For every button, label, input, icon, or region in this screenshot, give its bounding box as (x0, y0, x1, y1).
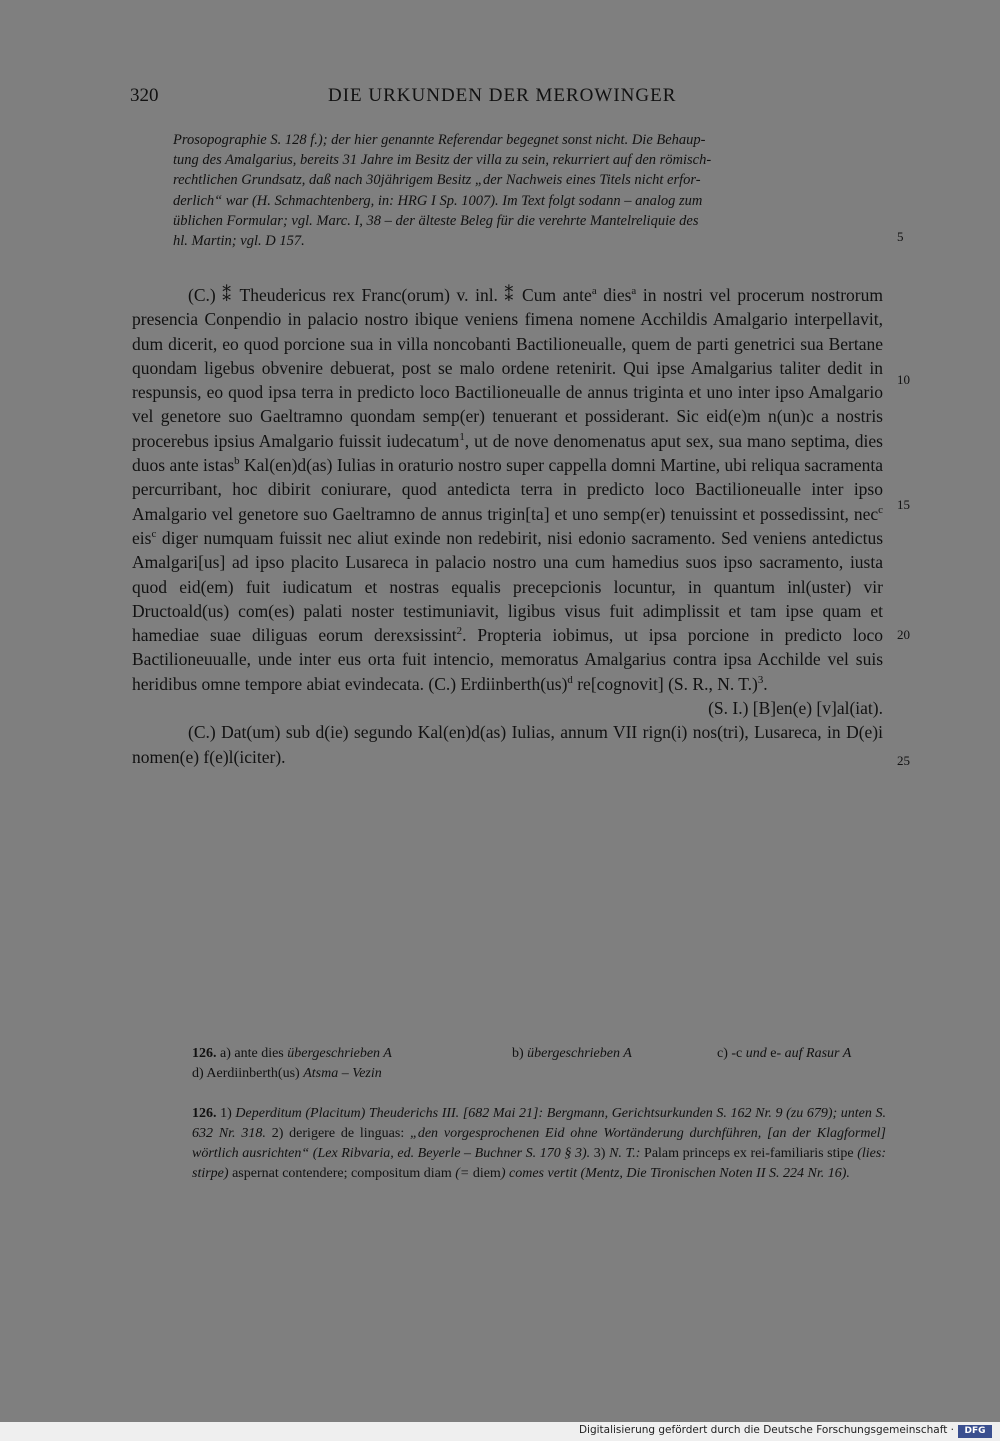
footnote-doc-number: 126. (192, 1106, 217, 1121)
running-title: DIE URKUNDEN DER MEROWINGER (328, 85, 677, 106)
charter-text (132, 283, 883, 769)
apparatus-doc-number: 126. (192, 1046, 217, 1061)
intro-line: tung des Amalgarius, bereits 31 Jahre im Besitz der villa zu sein, rekurriert auf den römisch- (173, 152, 712, 169)
commentary-intro (173, 130, 883, 251)
charter-body: (C.) ⁑ Theudericus rex Franc(orum) v. inl. ⁑ Cum ante$^a$ dies$^a$ in nostri vel procerum nostrorum presencia Conpendio in palacio nostro ibique veniens fimena nomene Acchildis Amalgario interpellavit, dum dicerit, eo quod porcione sua in villa noncobanti Bactilioneualle, quem de parti genetrici sua Bertane quondam ligebus obvenire debuerat, post se malo ordene retenirit. Qui ipse Amalgarius taliter dedit in respunsis, eo quod ipsa terra in predicto loco Bactilioneualle de annus triginta et uno inter ipso Amalgario vel genetore suo Gaeltramno quondam semp(er) tenuerant et possiderant. Sic eid(e)m n(un)c a nostris procerebus ipsius Amalgario fuissit iudecatum$^1$, ut de nove denomenatus aput sex, sua mano septima, dies duos ante istas$^b$ Kal(en)d(as) Iulias in oraturio nostro super cappella domni Martine, ubi reliqua sacramenta percurribant, hoc dibirit coniurare, quod antedicta terra in predicto loco Bactilioneualle inter ipso Amalgario vel genetore suo Gaeltramno de annus trigin[ta] et uno semp(er) tenuissint et possedissint, nec$^c$ eis$^c$ diger numquam fuissit nec aliut exinde non redebirit, nisi edonio sacramento. Sed veniens antedictus Amalgari[us] ad ipso placito Lusareca in palacio nostro una cum hamedius suos ipso sacramento, iusta quod eid(em) fuit iudicatum et nostras equalis precepcionis locuntur, in quantum inl(uster) vir Dructoald(us) com(es) palati noster testimuniavit, ligibus visus fuit adimplissit et tam ipse quam et hamediae suae diliguas eorum derexsissint$^2$. Propteria iobimus, ut ipsa porcione in predicto loco Bactilioneuualle, unde inter eus orta fuit intencio, memoratus Amalgarius contra ipsa Acchilde vel suis heridibus omne tempore abiat evindecata. (C.) Erdiinberth(us)$^d$ re[cognovit] (S. R., N. T.)$^3$. (132, 285, 883, 694)
intro-line: rechtlichen Grundsatz, daß nach 30jährigem Besitz „der Nachweis eines Titels nicht erfor- (173, 172, 701, 189)
seal-note: (S. I.) [B]en(e) [v]al(iat). (708, 698, 883, 719)
funding-note: Digitalisierung gefördert durch die Deutsche Forschungsgemeinschaft · (578, 1424, 954, 1436)
digitization-footer (0, 1422, 1000, 1441)
intro-line: üblichen Formular; vgl. Marc. I, 38 – der älteste Beleg für die verehrte Mantelreliquie des (173, 212, 699, 229)
margin-line-number: 25 (897, 753, 910, 768)
dfg-logo: DFG (958, 1425, 992, 1438)
margin-line-number: 20 (897, 627, 910, 642)
margin-line-number: 15 (897, 497, 910, 512)
page-header (130, 85, 890, 109)
footnotes: 126. 1) Deperditum (Placitum) Theuderichs III. [682 Mai 21]: Bergmann, Gerichtsurkunden S. 162 Nr. 9 (zu 679); unten S. 632 Nr. 318. 2) derigere de linguas: „den vorgesprochenen Eid ohne Wortänderung durchführen, [an der Klagformel] wörtlich ausrichten“ (Lex Ribvaria, ed. Beyerle – Buchner S. 170 § 3). 3) N. T.: Palam princeps ex rei-familiaris stipe (lies: stirpe) aspernat contendere; compositum diam (= diem) comes vertit (Mentz, Die Tironischen Noten II S. 224 Nr. 16). (192, 1106, 887, 1181)
text-apparatus: 126. a) ante dies übergeschrieben A b) übergeschrieben A c) -c und e- auf Rasur A d) Aerdiinberth(us) Atsma – Vezin (192, 1046, 852, 1081)
intro-line: hl. Martin; vgl. D 157. (173, 233, 305, 250)
margin-line-number: 5 (897, 229, 904, 244)
footnote-1: Deperditum (Placitum) Theuderichs III. [682 Mai 21]: Bergmann, Gerichtsurkunden S. 162 Nr. 9 (zu 679); unten S. 632 Nr. 318. (192, 1106, 886, 1141)
footnote-2: „den vorgesprochenen Eid ohne Wortänderung durchführen, [an der Klagformel] wörtlich ausrichten“ (Lex Ribvaria, ed. Beyerle – Buchner S. 170 § 3). (192, 1126, 887, 1161)
intro-line: derlich“ war (H. Schmachtenberg, in: HRG I Sp. 1007). Im Text folgt sodann – analog zum (173, 192, 703, 209)
dating-clause: (C.) Dat(um) sub d(ie) segundo Kal(en)d(as) Iulias, annum VII rign(i) nos(tri), Lusareca, in D(e)i nomen(e) f(e)l(iciter). (132, 722, 883, 767)
footnote-3: Palam princeps ex rei-familiaris stipe (640, 1146, 858, 1161)
page-number: 320 (130, 85, 159, 106)
intro-line: Prosopographie S. 128 f.); der hier genannte Referendar begegnet sonst nicht. Die Behaup- (173, 132, 706, 148)
margin-line-number: 10 (897, 372, 910, 387)
